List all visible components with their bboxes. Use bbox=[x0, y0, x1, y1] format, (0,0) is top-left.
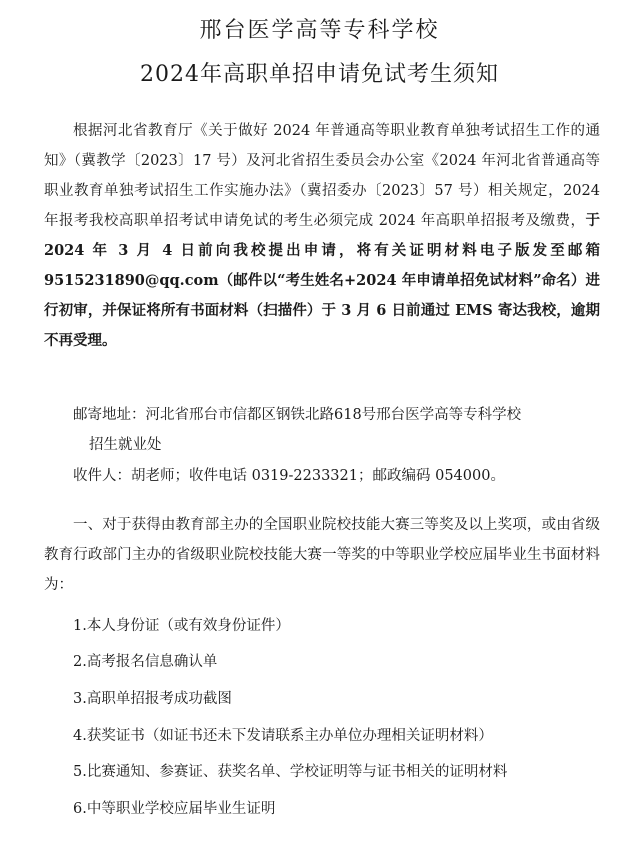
intro-normal-text: 根据河北省教育厅《关于做好 2024 年普通高等职业教育单独考试招生工作的通知》（冀教学〔2023〕17 号）及河北省招生委员会办公室《2024 年河北省普通高等职业教育单独考试招生工作实施办法》（冀招委办〔2023〕57 号）相关规定，2024 年报考我校高职单招考试申请免试的考生必须完成 2024 年高职单招报考及缴费， bbox=[44, 123, 600, 229]
intro-bold-text: 于 2024 年 3 月 4 日前向我校提出申请，将有关证明材料电子版发至邮箱 9515231890@qq.com（邮件以“考生姓名+2024 年申请单招免试材料”命名）进行初审，并保证将所有书面材料（扫描件）于 3 月 6 日前通过 EMS 寄达我校，逾期不再受理。 bbox=[44, 212, 600, 349]
list-item: 1.本人身份证（或有效身份证件） bbox=[73, 618, 290, 634]
notice-title: 2024年高职单招申请免试考生须知 bbox=[140, 62, 499, 87]
mailing-address bbox=[73, 400, 600, 460]
list-item: 6.中等职业学校应届毕业生证明 bbox=[73, 801, 276, 817]
school-title: 邢台医学高等专科学校 bbox=[199, 18, 440, 43]
section1-intro: 一、对于获得由教育部主办的全国职业院校技能大赛三等奖及以上奖项，或由省级教育行政部门主办的省级职业院校技能大赛一等奖的中等职业学校应届毕业生书面材料为： bbox=[44, 517, 600, 593]
intro-paragraph bbox=[44, 116, 600, 356]
mailing-address-line1: 邮寄地址：河北省邢台市信都区钢铁北路618号邢台医学高等专科学校 bbox=[73, 407, 522, 423]
list-item: 2.高考报名信息确认单 bbox=[73, 654, 218, 670]
list-item: 4.获奖证书（如证书还未下发请联系主办单位办理相关证明材料） bbox=[73, 728, 493, 744]
mailing-address-line2: 招生就业处 bbox=[89, 437, 162, 453]
list-item: 5.比赛通知、参赛证、获奖名单、学校证明等与证书相关的证明材料 bbox=[73, 764, 508, 780]
list-item: 3.高职单招报考成功截图 bbox=[73, 691, 232, 707]
recipient-info: 收件人：胡老师；收件电话 0319-2233321；邮政编码 054000。 bbox=[73, 468, 505, 484]
